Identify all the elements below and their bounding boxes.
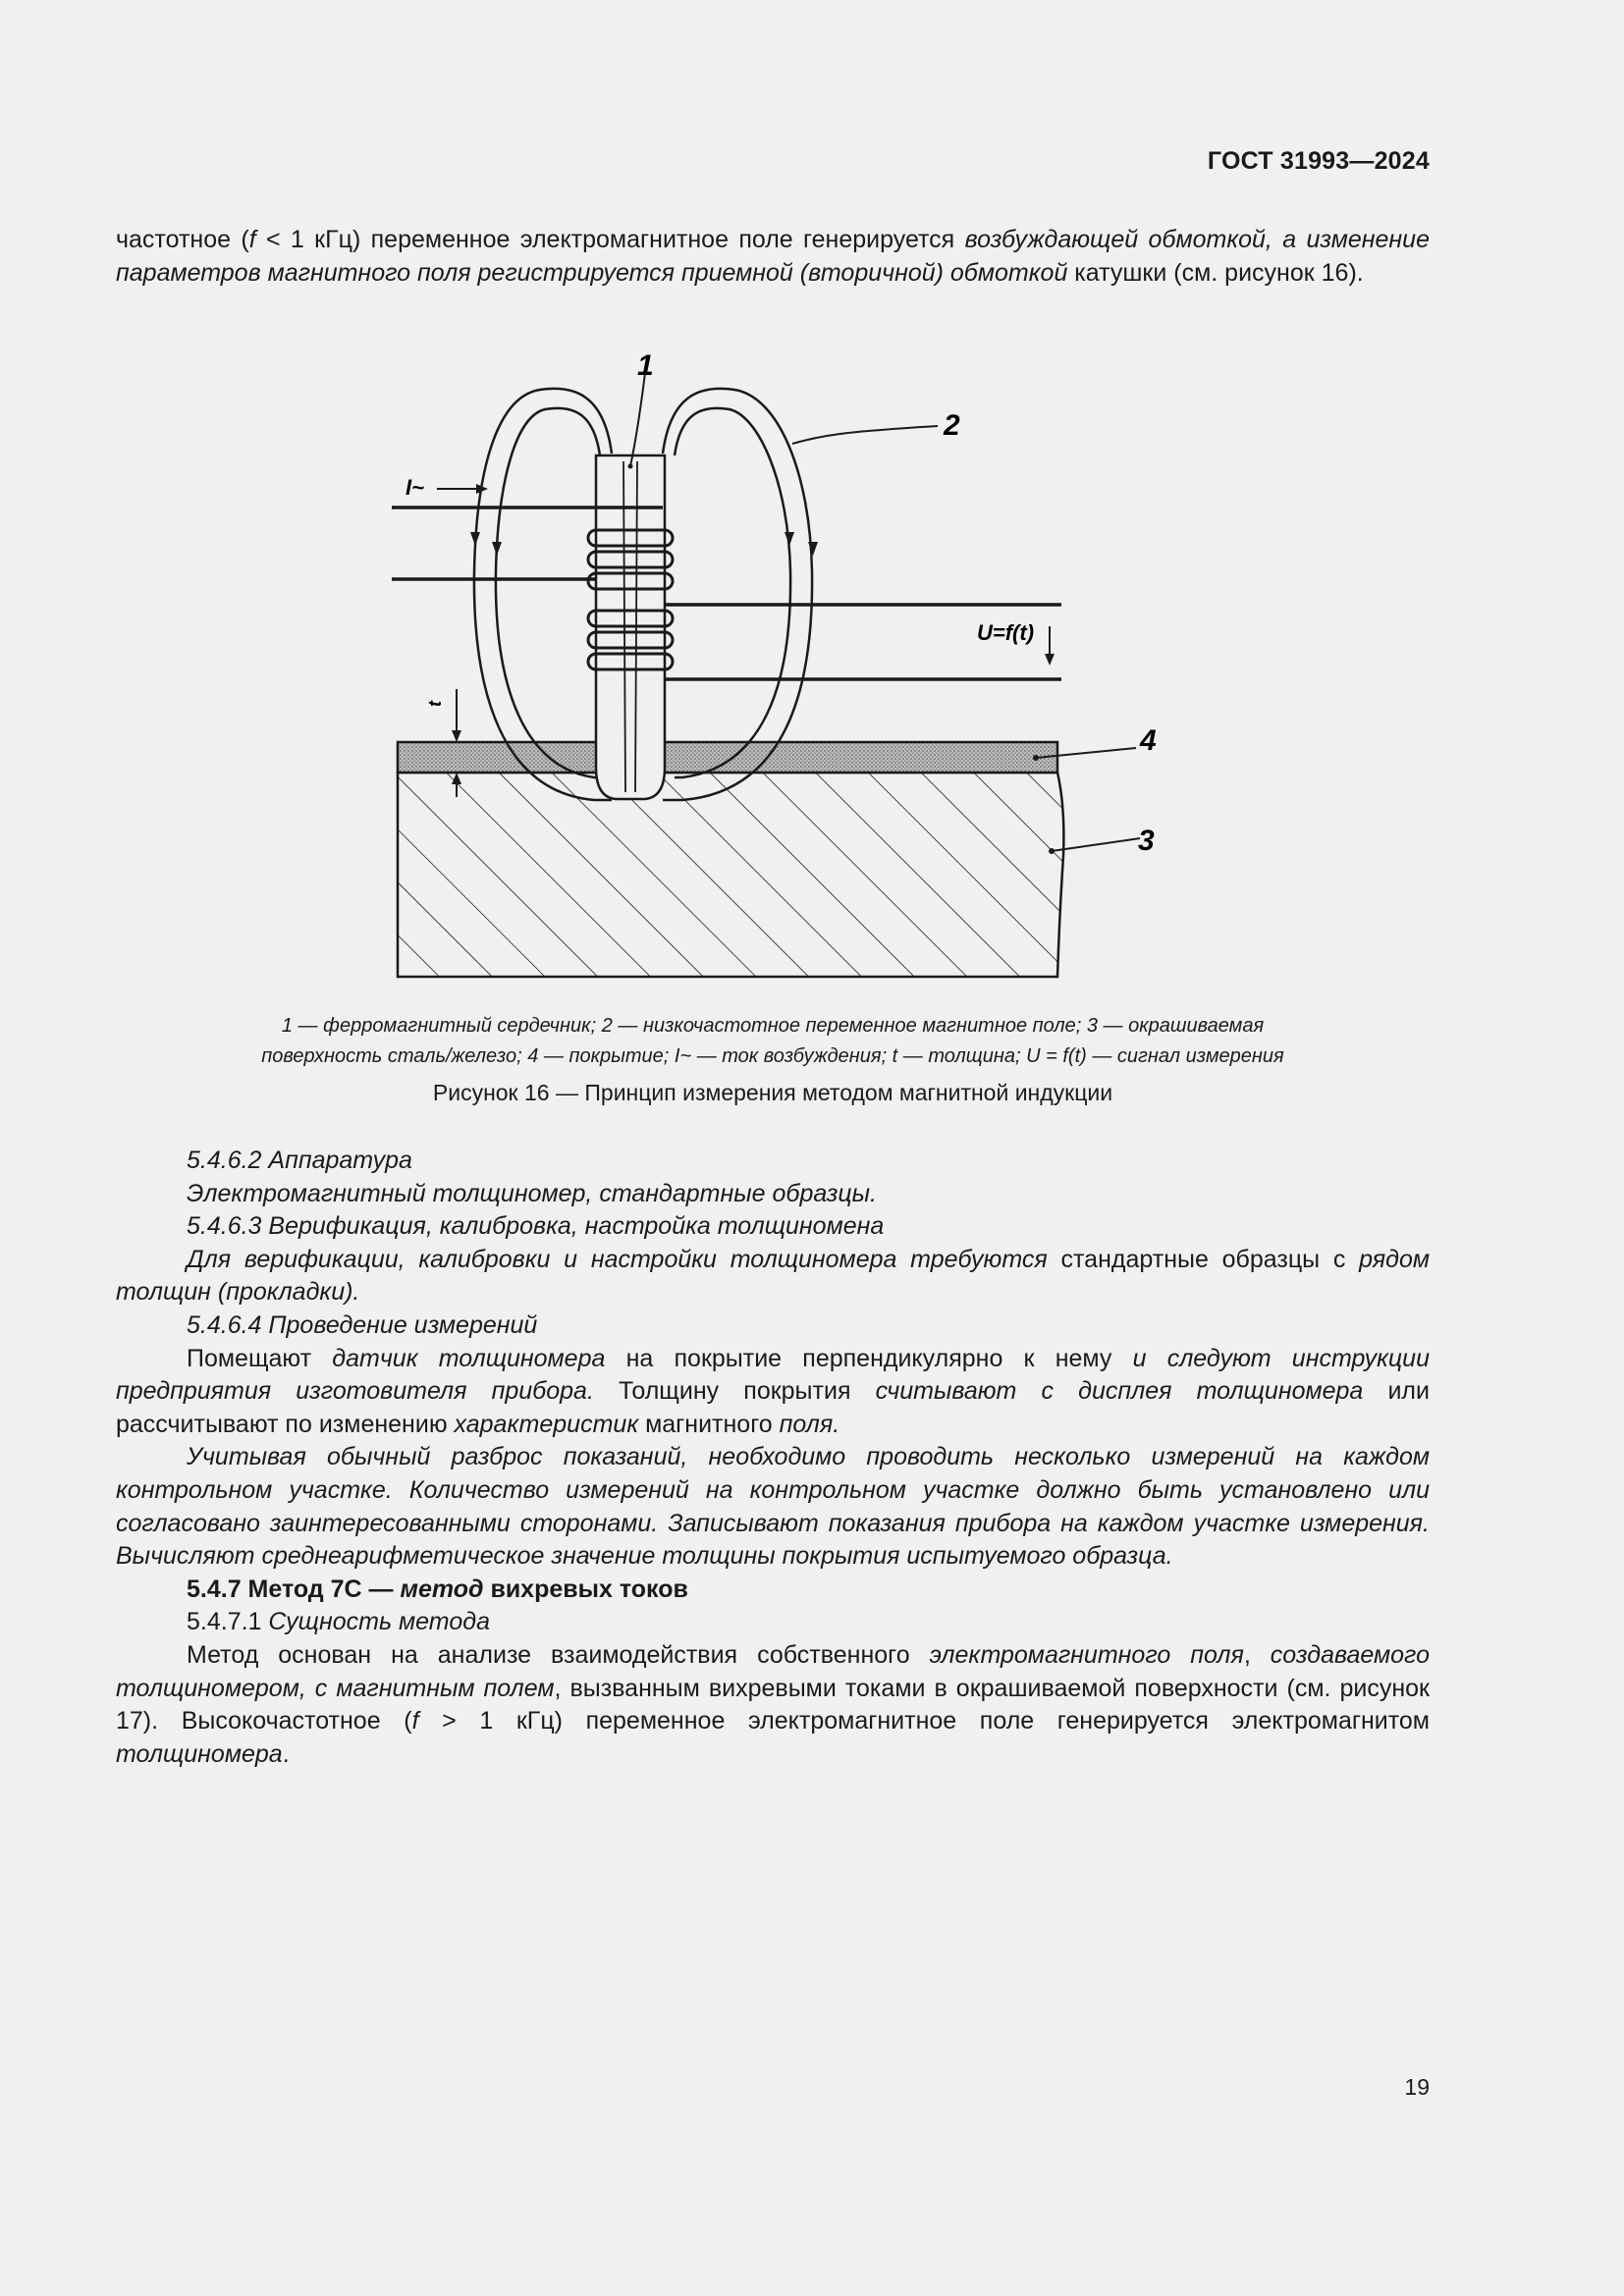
section-5-4-6-3: 5.4.6.3 Верификация, калибровка, настройка толщиномена — [187, 1212, 885, 1241]
figure-16-diagram — [388, 346, 1173, 993]
signal-arrow-icon — [1045, 654, 1055, 666]
verification-paragraph: Для верификации, калибровки и настройки толщиномера требуются стандартные образцы с рядом толщин (прокладки). — [116, 1245, 1431, 1307]
intro-paragraph: частотное (f < 1 кГц) переменное электромагнитное поле генерируется возбуждающей обмоткой, а изменение параметров магнитного поля регистрируется приемной (вторичной) обмоткой катушки (см. рисунок 16). — [116, 226, 1430, 287]
signal-label: U=f(t) — [977, 620, 1035, 645]
label-surface: 3 — [1138, 825, 1155, 857]
section-5-4-6-4: 5.4.6.4 Проведение измерений — [187, 1310, 538, 1339]
apparatus-text: Электромагнитный толщиномер, стандартные образцы. — [187, 1179, 877, 1207]
readings-paragraph: Учитывая обычный разброс показаний, необходимо проводить несколько измерений на каждом контрольном участке. Количество измерений на контрольном участке должно быть установлено или согласовано заинтересованными сторонами. Записывают показания прибора на каждом участке измерения. Вычисляют среднеарифметическое значение толщины покрытия испытуемого образца. — [116, 1443, 1430, 1571]
figure-legend: 1 — ферромагнитный сердечник; 2 — низкочастотное переменное магнитное поле; 3 — окрашиваемая поверхность сталь/железо; 4 — покрытие; I~ — ток возбуждения; t — толщина; U = f(t) — сигнал измерения — [261, 1015, 1284, 1067]
main-text — [116, 1145, 1430, 1771]
thickness-label: t — [425, 701, 445, 707]
coating-layer — [398, 742, 1057, 773]
current-label: I~ — [406, 475, 424, 500]
section-5-4-7-1: 5.4.7.1 Сущность метода — [187, 1608, 490, 1636]
label-coating: 4 — [1140, 724, 1157, 757]
measurement-paragraph: Помещают датчик толщиномера на покрытие перпендикулярно к нему и следуют инструкции предприятия изготовителя прибора. Толщину покрытия считывают с дисплея толщиномера или рассчитывают по изменению характеристик магнитного поля. — [116, 1344, 1430, 1438]
section-5-4-6-2: 5.4.6.2 Аппаратура — [187, 1147, 412, 1174]
document-header: ГОСТ 31993—2024 — [1207, 147, 1430, 175]
steel-substrate — [398, 773, 1063, 977]
eddy-current-paragraph: Метод основан на анализе взаимодействия собственного электромагнитного поля, создаваемого толщиномером, с магнитным полем, вызванным вихревыми токами в окрашиваемой поверхности (см. рисунок 17). Высокочастотное (f > 1 кГц) переменное электромагнитное поле генерируется электромагнитом толщиномера. — [116, 1640, 1430, 1768]
section-5-4-7: 5.4.7 Метод 7С — метод вихревых токов — [187, 1575, 688, 1603]
label-core: 1 — [637, 349, 654, 382]
page-number: 19 — [1404, 2074, 1430, 2100]
coil-wires — [392, 507, 1061, 679]
label-field: 2 — [944, 409, 960, 442]
figure-caption: Рисунок 16 — Принцип измерения методом магнитной индукции — [432, 1080, 1113, 1105]
